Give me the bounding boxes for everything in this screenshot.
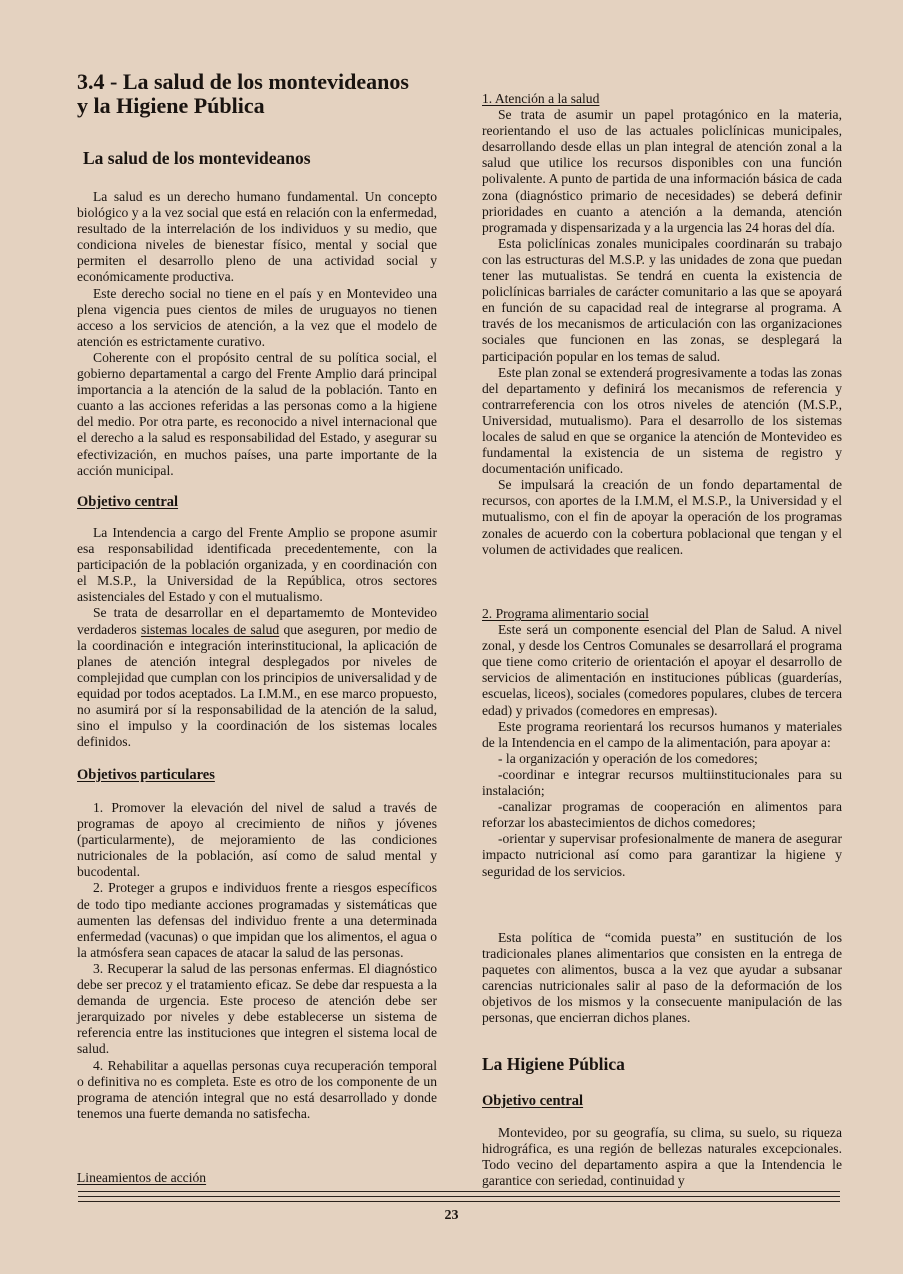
higiene-heading-block (482, 1054, 842, 1075)
paragraph: La Intendencia a cargo del Frente Amplio se propone asumir esa responsabilidad identificada precedentemente, con la participación de la población organizada, y en coordinación con el M.S.P., la Universidad de la República, otros sectores asistenciales del Estado y con el mutualismo. (77, 525, 437, 605)
paragraph: Este programa reorientará los recursos humanos y materiales de la Intendencia en el campo de la alimentación, para apoyar a: (482, 718, 842, 750)
footer-rule (78, 1201, 840, 1202)
subheading-line (482, 606, 842, 622)
footer-rule (78, 1196, 840, 1197)
objetivo-central-heading-left (77, 493, 437, 511)
paragraph: Se trata de desarrollar en el departamemto de Montevideo verdaderos sistemas locales de salud que aseguren, por medio de la coordinación e integración interinstitucional, la aplicación de planes de atención integral desplegados por niveles de complejidad que cumplan con los principios de universalidad y de equidad por todos aceptados. La I.M.M., en ese marco propuesto, no asumirá por sí la responsabilidad de la atención de la salud, sino el impulso y la coordinación de los sistemas locales definidos. (77, 605, 437, 750)
list-item: - la organización y operación de los comedores; (498, 750, 758, 766)
objetivos-particulares-list (77, 800, 437, 1122)
page-number: 23 (444, 1208, 459, 1223)
atencion-block (482, 91, 842, 558)
objetivo-central-heading-right (482, 1092, 842, 1110)
lineamientos-heading (77, 1169, 437, 1187)
list-item: 4. Rehabilitar a aquellas personas cuya recuperación temporal o definitiva no es completa. Este es otro de los componente de un programa de atención integral que no está desarrollado y donde tenemos una fuerte demanda no satisfecha. (77, 1057, 437, 1121)
list-item: 3. Recuperar la salud de las personas enfermas. El diagnóstico debe ser precoz y el tratamiento eficaz. Se debe dar respuesta a la demanda de urgencia. Este proceso de atención debe ser jerarquizado por niveles y debe establecerse un sistema de referencia entre las instituciones que integren el sistema local de salud. (77, 960, 437, 1057)
paragraph: Esta política de “comida puesta” en sustitución de los tradicionales planes alimentarios que consisten en la entrega de paquetes con alimentos, busca a la vez que ayudar a subsanar carencias nutricionales salir al paso de la deformación de los objetivos de los mismos y la consecuente manipulación de las personas, que encierran dichos planes. (482, 930, 842, 1026)
subheading: Objetivos particulares (77, 767, 215, 783)
intro-block (77, 189, 437, 479)
higiene-block (482, 1125, 842, 1189)
paragraph: Se trata de asumir un papel protagónico en la materia, reorientando el uso de las actuales policlínicas municipales, desarrollando desde ellas un plan integral de atención zonal a la salud que utilice los recursos disponibles con una función polivalente. A punto de partida de una información básica de cada zona (diagnóstico primario de necesidades) se deberá definir prioridades en cuanto a atención a la demanda, atención programada y dispensarizada y a la urgencia las 24 horas del día. (482, 107, 842, 235)
paragraph: La salud es un derecho humano fundamental. Un concepto biológico y a la vez social que está en relación con la enfermedad, resultado de la interrelación de los individuos y su medio, que condiciona niveles de bienestar físico, mental y social que permiten el desarrollo pleno de una actividad social y económicamente productiva. (77, 189, 437, 285)
subheading-line (482, 91, 842, 107)
section-heading-salud (83, 148, 443, 169)
page-title (77, 70, 457, 118)
objetivo-central-block (77, 525, 437, 750)
paragraph: Este plan zonal se extenderá progresivamente a todas las zonas del departamento y definirá los mecanismos de referencia y contrarreferencia con los otros niveles de atención (M.S.P., Universidad, mutualismo). Para el desarrollo de los sistemas locales de salud en que se organice la atención de Montevideo es fundamental la existencia de un sistema de registro y documentación unificado. (482, 364, 842, 477)
paragraph: Este será un componente esencial del Plan de Salud. A nivel zonal, y desde los Centros Comunales se desarrollará el programa que tiene como criterio de orientación el apoyar el desarrollo de servicios de alimentación en instituciones públicas (guarderías, escuelas, liceos), sociales (comedores populares, clubes de tercera edad) y privados (comedores en empresas). (482, 622, 842, 718)
paragraph: Este derecho social no tiene en el país y en Montevideo una plena vigencia pues cientos de miles de uruguayos no tienen acceso a los servicios de atención, a la vez que el modelo de atención es estrictamente curativo. (77, 285, 437, 349)
subheading: Objetivo central (482, 1093, 584, 1109)
objetivos-particulares-heading (77, 766, 437, 784)
section-heading: La Higiene Pública (482, 1054, 625, 1074)
subheading: 2. Programa alimentario social (482, 606, 649, 621)
paragraph: Coherente con el propósito central de su política social, el gobierno departamental a cargo del Frente Amplio dará principal importancia a la atención de la salud de la población. Tanto en cuanto a las acciones referidas a las personas como a la higiene del medio. Por otra parte, es reconocido a nivel internacional que el derecho a la salud es responsabilidad del Estado, y asegurar su efectivización, en muchos países, una parte importante de la acción municipal. (77, 349, 437, 478)
programa-block (482, 606, 842, 880)
subheading: Objetivo central (77, 494, 179, 510)
paragraph: Montevideo, por su geografía, su clima, su suelo, su riqueza hidrográfica, es una región de bellezas naturales excepcionales. Todo vecino del departamento aspira a que la Intendencia le garantice con seriedad, continuidad y (482, 1125, 842, 1189)
list-item: -coordinar e integrar recursos multiinstitucionales para su instalación; (482, 766, 842, 799)
paragraph: Se impulsará la creación de un fondo departamental de recursos, con aportes de la I.M.M, el M.S.P., la Universidad y el mutualismo, con el fin de apoyar la operación de los programas zonales de acuerdo con la cobertura poblacional que tengan y el volumen de actividades que realicen. (482, 477, 842, 557)
list-item: 1. Promover la elevación del nivel de salud a través de programas de apoyo al crecimiento de niños y jóvenes (particularmente), de mejoramiento de las condiciones nutricionales de la población, así como de salud mental y bucodental. (77, 800, 437, 880)
subheading: 1. Atención a la salud (482, 91, 600, 106)
underlined-term: sistemas locales de salud (140, 621, 280, 637)
list-item: 2. Proteger a grupos e individuos frente a riesgos específicos de todo tipo mediante acciones programadas y sistemáticas que aumenten las defensas del individuo frente a una determinada enfermedad (vacunas) o que impidan que los alimentos, el agua o la atmósfera sean capaces de atacar la salud de las personas. (77, 880, 437, 960)
paragraph: Esta policlínicas zonales municipales coordinarán su trabajo con las estructuras del M.S.P. y las unidades de zona que puedan tener las mutualistas. Se tendrá en cuenta la existencia de policlínicas barriales de carácter comunitario a las que se apoyará en función de su capacidad real de integrarse al programa. A través de los mecanismos de articulación con las organizaciones sociales que funcionen en las zonas, se desplegará la participación popular en los temas de salud. (482, 235, 842, 364)
comida-block (482, 930, 842, 1027)
list-item: -orientar y supervisar profesionalmente de manera de asegurar impacto nutricional así como para garantizar la higiene y seguridad de los servicios. (482, 831, 842, 879)
subheading: Lineamientos de acción (77, 1170, 207, 1185)
title-line-2: y la Higiene Pública (77, 93, 265, 118)
title-line-1: 3.4 - La salud de los montevideanos (77, 69, 409, 94)
footer-rule (78, 1191, 840, 1192)
list-item: -canalizar programas de cooperación en alimentos para reforzar los abastecimientos de dichos comedores; (482, 799, 842, 831)
section-heading: La salud de los montevideanos (83, 148, 311, 168)
